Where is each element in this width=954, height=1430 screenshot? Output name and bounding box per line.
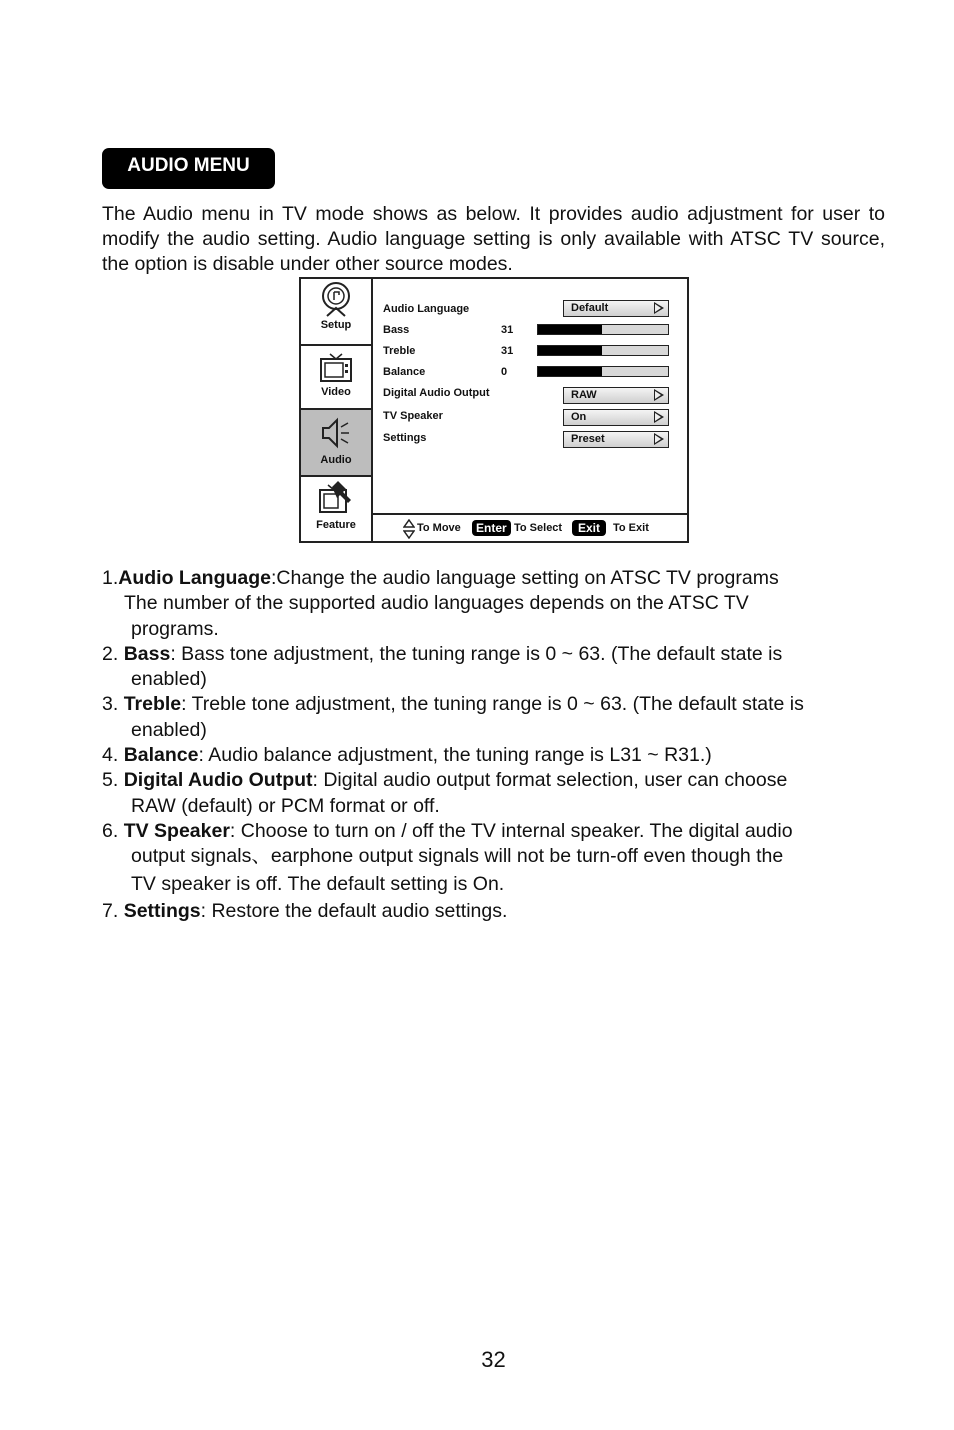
menu-sidebar <box>301 279 373 541</box>
settings-select[interactable] <box>563 431 669 448</box>
tab-label-video: Video <box>321 386 351 398</box>
item-text: : Audio balance adjustment, the tuning range is L31 ~ R31.) <box>198 744 712 767</box>
item-number: 7. <box>102 899 124 922</box>
item-term: Treble <box>123 693 182 716</box>
list-item <box>102 743 885 768</box>
item-text: : Digital audio output format selection, user can choose <box>312 769 788 792</box>
digital-audio-output-select[interactable] <box>563 387 669 404</box>
item-text: : Choose to turn on / off the TV internal speaker. The digital audio <box>229 819 793 842</box>
tab-feature[interactable] <box>301 477 371 541</box>
page-number: 32 <box>481 1347 506 1372</box>
item-continuation: enabled) <box>131 668 207 691</box>
bass-slider[interactable] <box>537 324 669 335</box>
item-continuation: RAW (default) or PCM format or off. <box>131 794 440 817</box>
treble-value: 31 <box>501 345 514 357</box>
audio-language-label: Audio Language <box>383 303 470 315</box>
bass-slider-fill <box>538 325 602 334</box>
item-text: : Restore the default audio settings. <box>200 899 508 922</box>
tab-label-feature: Feature <box>316 519 356 531</box>
section-badge: AUDIO MENU <box>102 148 275 189</box>
item-term: Bass <box>123 642 171 665</box>
item-term: Balance <box>123 744 199 767</box>
tab-label-audio: Audio <box>320 454 352 466</box>
balance-label: Balance <box>383 366 426 378</box>
arrow-right-icon <box>654 411 664 423</box>
tab-video[interactable] <box>301 346 371 410</box>
balance-value: 0 <box>501 366 508 378</box>
tv-speaker-label: TV Speaker <box>383 410 443 422</box>
item-continuation: enabled) <box>131 718 207 741</box>
audio-language-select[interactable] <box>563 300 669 317</box>
tab-setup[interactable] <box>301 279 371 346</box>
tab-audio[interactable] <box>301 410 371 477</box>
bass-value: 31 <box>501 324 514 336</box>
tv-speaker-value: On <box>571 411 587 423</box>
arrow-right-icon <box>654 433 664 445</box>
treble-label: Treble <box>383 345 416 357</box>
item-number: 4. <box>102 744 124 767</box>
enter-key: Enter <box>472 520 511 536</box>
item-number: 1. <box>102 567 119 589</box>
list-item <box>102 642 885 693</box>
item-number: 5. <box>102 769 124 792</box>
item-text: :Change the audio language setting on ATSC TV programs <box>271 567 779 589</box>
footer-move-text: To Move <box>417 522 461 534</box>
tv-speaker-select[interactable] <box>563 409 669 426</box>
list-item <box>102 692 885 743</box>
setup-icon <box>319 279 353 319</box>
list-item <box>102 899 885 924</box>
item-number: 6. <box>102 819 124 842</box>
footer-select-text: To Select <box>514 522 563 534</box>
item-term: Digital Audio Output <box>123 769 313 792</box>
tv-icon <box>317 346 355 386</box>
menu-content <box>373 279 687 511</box>
item-text: : Treble tone adjustment, the tuning range is 0 ~ 63. (The default state is <box>181 693 804 716</box>
item-term: TV Speaker <box>123 819 230 842</box>
balance-slider[interactable] <box>537 366 669 377</box>
tab-label-setup: Setup <box>320 319 352 331</box>
item-number: 3. <box>102 693 124 716</box>
exit-key: Exit <box>572 520 606 536</box>
list-item <box>102 566 885 642</box>
feature-icon <box>316 477 356 519</box>
item-term: Audio Language <box>118 567 272 589</box>
treble-slider-fill <box>538 346 602 355</box>
balance-slider-fill <box>538 367 602 376</box>
menu-footer <box>373 513 687 541</box>
list-item <box>102 819 885 899</box>
settings-value: Preset <box>571 433 605 445</box>
item-continuation: TV speaker is off. The default setting is On. <box>131 872 505 895</box>
arrow-right-icon <box>654 302 664 314</box>
settings-label: Settings <box>383 432 427 444</box>
up-down-arrow-icon <box>403 519 415 539</box>
speaker-icon <box>317 410 355 454</box>
item-text: : Bass tone adjustment, the tuning range is 0 ~ 63. (The default state is <box>170 642 783 665</box>
digital-audio-output-value: RAW <box>571 389 597 401</box>
intro-paragraph: The Audio menu in TV mode shows as below. It provides audio adjustment for user to modify the audio setting. Audio language setting is only available with ATSC TV source, the option is disable under other source modes. <box>102 203 885 275</box>
digital-audio-output-label: Digital Audio Output <box>383 387 490 399</box>
audio-menu-screenshot <box>299 277 689 543</box>
item-term: Settings <box>123 899 201 922</box>
list-item <box>102 768 885 819</box>
item-continuation: The number of the supported audio languages depends on the ATSC TV <box>124 592 749 615</box>
feature-list <box>102 566 885 924</box>
audio-language-value: Default <box>571 302 609 314</box>
bass-label: Bass <box>383 324 410 336</box>
footer-exit-text: To Exit <box>613 522 649 534</box>
item-continuation: output signals、earphone output signals will not be turn-off even though the <box>131 845 784 868</box>
treble-slider[interactable] <box>537 345 669 356</box>
item-number: 2. <box>102 642 124 665</box>
item-continuation: programs. <box>131 617 219 640</box>
arrow-right-icon <box>654 389 664 401</box>
